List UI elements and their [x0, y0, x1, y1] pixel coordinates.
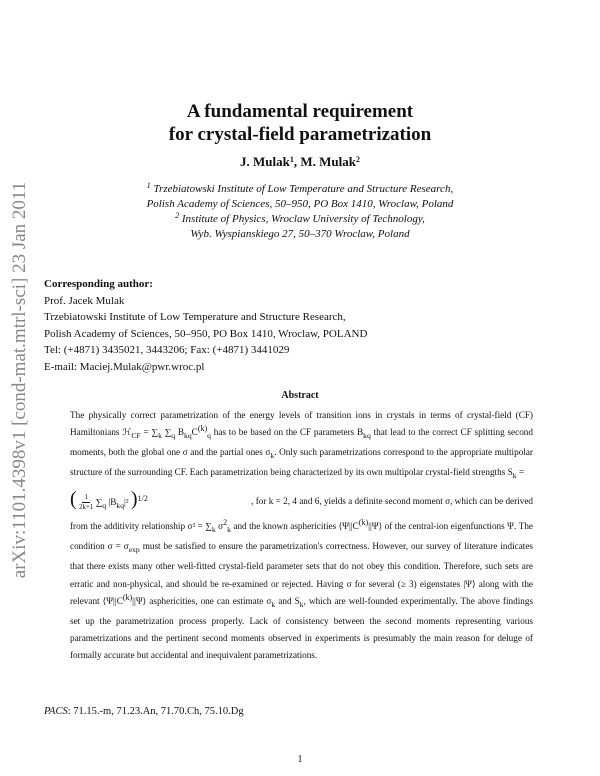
arxiv-identifier: arXiv:1101.4398v1 [cond-mat.mtrl-sci] 23 Jan 2011	[9, 181, 30, 579]
math-sup: (k)	[197, 424, 208, 434]
math-sub: kq	[363, 431, 371, 441]
abstract-text: ||Ψ⟩ of the central-ion eigenfunctions Ψ. The condition σ = σ	[70, 521, 533, 552]
pacs-line	[44, 706, 564, 717]
affiliation-line	[60, 212, 540, 227]
math-sub: CF	[131, 431, 141, 441]
math-sub: k	[299, 599, 304, 609]
title-line-2: for crystal-field parametrization	[168, 124, 432, 145]
arxiv-sidebar-stamp	[0, 160, 40, 600]
author-list	[60, 154, 540, 170]
math-sub: k	[271, 599, 276, 609]
corresponding-author-block	[44, 276, 564, 376]
math: |B	[108, 496, 117, 507]
corresponding-phone: Tel: (+4871) 3435021, 3443206; Fax: (+4871) 3441029	[44, 344, 290, 357]
math-sub: kq	[184, 431, 192, 441]
math-sub: kq	[116, 500, 125, 510]
abstract-text: that lead to the correct CF splitting second moments, both the global one σ and the partial ones σ	[70, 427, 533, 458]
paren: )	[130, 487, 138, 510]
affil-marker: 2	[175, 211, 180, 220]
author-name: J. Mulak	[240, 154, 290, 169]
affiliation-line: Polish Academy of Sciences, 50–950, PO Box 1410, Wroclaw, Poland	[146, 198, 454, 210]
abstract-text: ||Ψ⟩ asphericities, one can estimate σ	[132, 595, 272, 606]
math: ∑	[95, 496, 103, 507]
corresponding-address: Polish Academy of Sciences, 50–950, PO Box 1410, Wroclaw, POLAND	[44, 327, 368, 340]
affiliation-line: Wyb. Wyspianskiego 27, 50–370 Wroclaw, Poland	[190, 228, 410, 240]
affil-text: Trzebiatowski Institute of Low Temperature and Structure Research,	[153, 183, 454, 195]
paren: (	[70, 487, 77, 510]
math-sub: exp	[128, 545, 140, 555]
math-sub: k	[270, 451, 275, 461]
math-sub: k	[227, 525, 231, 535]
fraction	[79, 493, 93, 512]
author-affil-marker: 2	[355, 155, 360, 164]
affiliation-line	[60, 182, 540, 197]
abstract-text: , for k = 2, 4 and 6, yields a definite second moment σ, which can be derived	[251, 495, 533, 506]
math-sup: 1/2	[137, 493, 148, 503]
abstract-text: . Only such parametrizations correspond to the appropriate multipolar structure of the surrounding CF. Each parametrization being characterized by its own multipolar crystal-field strengths	[70, 447, 533, 478]
abstract-text: must be satisfied to ensure the parametrization's correctness. However, our survey of literature indicates that there exists many other well-fitted crystal-field parameter sets that do not obey this condition. Therefore, such sets are erratic and non-physical, and should be re-examined or rejected. Having σ for several (≥ 3) eigenstates |Ψ⟩ along with the relevant ⟨Ψ||C	[70, 541, 534, 606]
math: |²	[124, 496, 129, 507]
affil-marker: 1	[146, 181, 151, 190]
page-number: 1	[297, 754, 303, 765]
math-sup: (k)	[358, 518, 369, 528]
corresponding-name: Prof. Jacek Mulak	[44, 294, 125, 307]
equation-line	[70, 484, 533, 518]
title-line-1: A fundamental requirement	[186, 101, 414, 122]
math: B	[175, 427, 185, 438]
paper-title	[60, 100, 540, 146]
math: = ∑	[140, 427, 159, 438]
abstract-text: and S	[275, 595, 300, 606]
author-name: M. Mulak	[300, 154, 356, 169]
math: =	[516, 467, 525, 478]
math-sup: 2	[223, 518, 228, 528]
pacs-label: PACS	[44, 706, 68, 717]
corresponding-email: E-mail: Maciej.Mulak@pwr.wroc.pl	[44, 360, 205, 373]
abstract-text: has to be based on the CF parameters	[210, 427, 358, 438]
pacs-codes: : 71.15.-m, 71.23.An, 71.70.Ch, 75.10.Dg	[67, 706, 244, 717]
math-sub: k	[512, 471, 517, 481]
math-sub: k	[211, 525, 216, 535]
math: ℋ	[122, 427, 132, 438]
math-sub: q	[207, 431, 211, 441]
math: S	[507, 467, 513, 478]
author-separator: ,	[293, 154, 301, 169]
math-sup: (k)	[122, 592, 133, 602]
corresponding-institution: Trzebiatowski Institute of Low Temperature and Structure Research,	[44, 311, 346, 324]
abstract-text: from the additivity relationship σ² = ∑	[70, 521, 212, 532]
abstract-text: and the known asphericities ⟨Ψ||C	[230, 521, 359, 532]
math-sub: k	[158, 431, 162, 441]
abstract-body	[70, 407, 533, 664]
abstract-heading: Abstract	[281, 390, 319, 401]
math: B	[357, 427, 364, 438]
affiliations	[60, 182, 540, 242]
fraction-numerator: 1	[84, 493, 88, 502]
math-sub: q	[171, 431, 176, 441]
author-affil-marker: 1	[289, 155, 294, 164]
abstract-text: The physically correct parametrization of the energy levels of transition ions in crystals in terms of crystal-field (CF) Hamiltonians	[70, 410, 533, 438]
fraction-denominator: 2k+1	[78, 503, 94, 512]
affil-text: Institute of Physics, Wroclaw University of Technology,	[181, 213, 425, 225]
corresponding-heading: Corresponding author:	[44, 278, 153, 290]
math-sub: q	[102, 500, 107, 510]
abstract-text: , which are well-founded experimentally. The above findings set up the parametrization process properly. Lack of consistency between the second moments representing various parametrizations and the pertinent second moments observed in experiments is presumably the main reason for deluge of formally accurate but accidental and inequivalent parametrizations.	[70, 595, 534, 661]
math: ∑	[161, 427, 172, 438]
equation-strength	[70, 489, 148, 514]
math: C	[191, 427, 198, 438]
math: σ	[215, 521, 224, 532]
